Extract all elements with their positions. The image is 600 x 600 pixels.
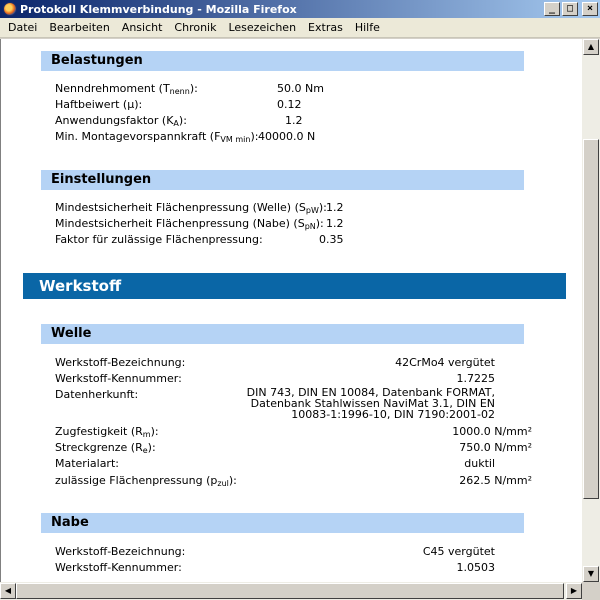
menu-bar [0, 18, 600, 38]
menu-bearbeiten[interactable]: Bearbeiten [49, 21, 110, 34]
row-value-datenherkunft [247, 387, 495, 420]
row-label: Min. Montagevorspannkraft $(F_{VM min})$: [55, 130, 259, 144]
horizontal-scrollbar[interactable] [0, 582, 582, 600]
row-label: Faktor für zulässige Flächenpressung: [55, 233, 263, 246]
row-label: Werkstoff-Kennummer: [55, 561, 182, 574]
row-label: Nenndrehmoment $(T_{nenn})$: [55, 82, 198, 96]
menu-ansicht[interactable]: Ansicht [121, 21, 163, 34]
row-value: 1.7225 [456, 372, 495, 385]
section-heading-einstellungen: Einstellungen [41, 170, 524, 190]
title-bar [0, 0, 600, 18]
menu-extras[interactable]: Extras [308, 21, 343, 34]
window-title: Protokoll Klemmverbindung - Mozilla Firefox [20, 2, 297, 16]
row-value: 1.2 [285, 114, 303, 127]
page-content[interactable] [0, 39, 582, 582]
datenherkunft-line: Datenbank Stahlwissen NaviMat 3.1, DIN EN [250, 397, 495, 410]
row-value: C45 vergütet [422, 545, 495, 558]
minimize-button[interactable]: _ [544, 2, 560, 16]
row-value: 50.0 Nm [277, 82, 324, 95]
row-label: Werkstoff-Bezeichnung: [55, 356, 186, 369]
window-controls [544, 2, 598, 16]
row-label: Mindestsicherheit Flächenpressung (Welle) $(S_{pW})$: [55, 201, 327, 215]
section-heading-belastungen: Belastungen [41, 51, 524, 71]
row-label: Mindestsicherheit Flächenpressung (Nabe) $(S_{pN})$: [55, 217, 324, 231]
maximize-button[interactable]: □ [562, 2, 578, 16]
row-value: 1.2 [326, 201, 344, 214]
scrollbar-corner [582, 582, 600, 600]
row-value: 42CrMo4 vergütet [395, 356, 495, 369]
row-value: 262.5 N/mm² [459, 474, 532, 487]
datenherkunft-line: DIN 743, DIN EN 10084, Datenbank FORMAT, [246, 386, 495, 399]
close-button[interactable]: × [582, 2, 598, 16]
row-value: 40000.0 N [258, 130, 316, 143]
vertical-scrollbar[interactable] [582, 39, 600, 582]
datenherkunft-line: 10083-1:1996-10, DIN 7190:2001-02 [291, 408, 495, 421]
row-value: 0.12 [277, 98, 302, 111]
section-heading-nabe: Nabe [41, 513, 524, 533]
row-value: 750.0 N/mm² [459, 441, 532, 454]
row-label: Streckgrenze $(R_e)$: [55, 441, 156, 455]
scroll-left-arrow-icon[interactable]: ◀ [0, 583, 16, 599]
menu-lesezeichen[interactable]: Lesezeichen [228, 21, 297, 34]
row-label: Materialart: [55, 457, 119, 470]
scroll-right-arrow-icon[interactable]: ▶ [566, 583, 582, 599]
menu-hilfe[interactable]: Hilfe [354, 21, 380, 34]
section-heading-welle: Welle [41, 324, 524, 344]
horizontal-scroll-thumb[interactable] [16, 583, 564, 599]
row-value: 0.35 [319, 233, 344, 246]
row-value: 1.2 [326, 217, 344, 230]
row-value: 1.0503 [456, 561, 495, 574]
row-label: zulässige Flächenpressung $(p_{zul})$: [55, 474, 237, 488]
row-value: 1000.0 N/mm² [452, 425, 532, 438]
row-label: Zugfestigkeit $(R_m)$: [55, 425, 159, 439]
menu-chronik[interactable]: Chronik [174, 21, 217, 34]
row-label: Anwendungsfaktor $(K_A)$: [55, 114, 187, 128]
firefox-icon [3, 2, 17, 16]
row-label: Haftbeiwert (μ): [55, 98, 143, 111]
row-value: duktil [464, 457, 495, 470]
menu-datei[interactable]: Datei [8, 21, 38, 34]
row-label: Werkstoff-Bezeichnung: [55, 545, 186, 558]
scroll-down-arrow-icon[interactable]: ▼ [583, 566, 599, 582]
section-heading-werkstoff: Werkstoff [23, 273, 566, 299]
vertical-scroll-thumb[interactable] [583, 139, 599, 499]
row-label: Werkstoff-Kennummer: [55, 372, 182, 385]
scroll-up-arrow-icon[interactable]: ▲ [583, 39, 599, 55]
row-label: Datenherkunft: [55, 388, 139, 401]
